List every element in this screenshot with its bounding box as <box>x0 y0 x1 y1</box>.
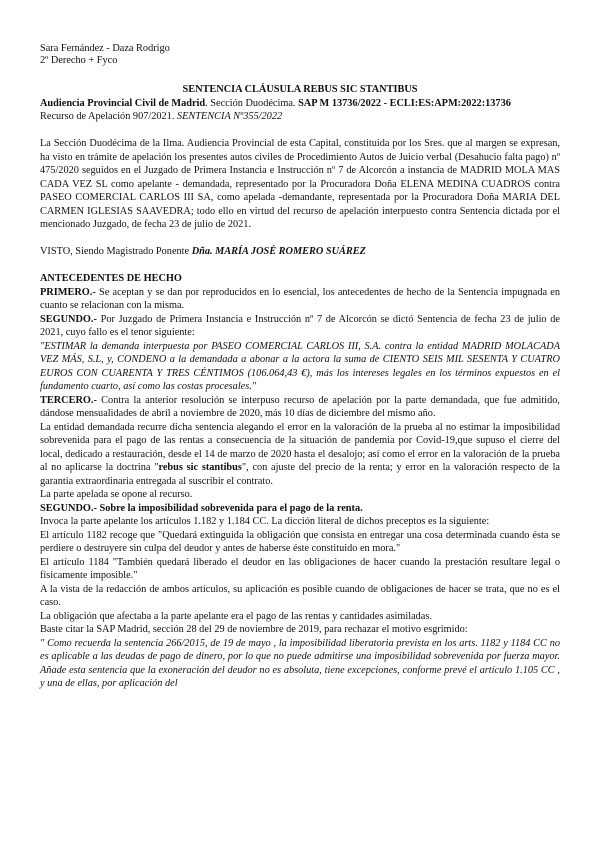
primero-label: PRIMERO.- <box>40 286 96 298</box>
ponente-line <box>40 245 560 259</box>
primero-text: Se aceptan y se dan por reproducidos en lo esencial, los antecedentes de hecho de la Sentencia impugnada en cuanto se relacionan con la misma. <box>40 286 560 311</box>
opone-paragraph: La parte apelada se opone al recurso. <box>40 489 193 500</box>
sentencia-number: SENTENCIA Nº355/2022 <box>176 111 283 122</box>
antecedentes-heading: ANTECEDENTES DE HECHO <box>40 273 182 284</box>
segundo-label: SEGUNDO.- <box>40 313 97 325</box>
intro-paragraph: La Sección Duodécima de la Ilma. Audiencia Provincial de esta Capital, constituida por los Sres. que al margen se expresan, ha visto en trámite de apelación los presentes autos civiles de Procedimiento Autos de Juicio verbal (Desahucio falta pago) nº 475/2020 seguidos en el Juzgado de Primera Instancia e Instrucción nº 7 de Alcorcón a instancia de MADRID MOLA MAS CADA VEZ SL como apelante - demandada, representado por la Procuradora Doña ELENA MEDINA CUADROS contra PASEO COMERCIAL CARLOS III SA, como apelada -demandante, representada por la Procuradora Doña MARIA DEL CARMEN IGLESIAS SAAVEDRA; todo ello en virtud del recurso de apelación interpuesto contra Sentencia dictada por el mencionado Juzgado, de fecha 23 de julio de 2021. <box>40 138 560 230</box>
document-title: SENTENCIA CLÁUSULA REBUS SIC STANTIBUS <box>182 84 418 95</box>
ponente-name: Dña. MARÍA JOSÉ ROMERO SUÁREZ <box>191 246 366 257</box>
entidad-before: La entidad demandada recurre dicha sentencia alegando el error en la valoración de la prueba al no estimar la imposibilidad sobrevenida para el pago de las rentas a consecuencia de la situación de pandemia por Covid-19,que supuso el cierre del local, dedicado a restauración, desde el 14 de marzo de 2020 hasta el desalojo; así como el error en la valoración de la prueba al no aplicarse la doctrina " <box>40 421 560 473</box>
section-text: . Sección Duodécima. <box>205 97 299 109</box>
art1182-paragraph: El artículo 1182 recoge que "Quedará extinguida la obligación que consista en entregar una cosa determinada cuando ésta se perdiere o destruyere sin culpa del deudor y antes de haberse éste constituido en mora." <box>40 529 560 554</box>
court-label: Audiencia Provincial Civil de Madrid <box>40 97 206 109</box>
obligacion-paragraph: La obligación que afectaba a la parte apelante era el pago de las rentas y cantidades asimiladas. <box>40 610 432 622</box>
segundo-paragraph <box>40 313 560 340</box>
tercero-text: Contra la anterior resolución se interpuso recurso de apelación por la parte demandada, que fue admitido, dándose mensualidades de abril a noviembre de 2020, más 10 días de diciembre del mismo año. <box>40 394 560 419</box>
course-label: 2º Derecho + Fyco <box>40 55 118 66</box>
segundo-text: Por Juzgado de Primera Instancia e Instrucción nº 7 de Alcorcón se dictó Sentencia de fecha 23 de julio de 2021, cuyo fallo es el tenor siguiente: <box>40 313 560 338</box>
segundo-heading: SEGUNDO.- Sobre la imposibilidad sobrevenida para el pago de la renta. <box>40 502 363 514</box>
fallo-quote: "ESTIMAR la demanda interpuesta por PASEO COMERCIAL CARLOS III, S.A. contra la entidad MADRID MOLACADA VEZ MÁS, S.L, y, CONDENO a la demandada a abonar a la actora la suma de CIENTO SEIS MIL SESENTA Y CUATRO EUROS CON CUARENTA Y TRES CÉNTIMOS (106.064,43 €), más los intereses legales en los términos expuestos en el fundamento cuarto, así como las costas procesales." <box>40 340 560 392</box>
author-name: Sara Fernández - Daza Rodrigo <box>40 43 170 54</box>
tercero-paragraph <box>40 394 560 421</box>
appeal-text: Recurso de Apelación 907/2021. <box>40 111 177 122</box>
doctrine-name: rebus sic stantibus <box>158 462 242 473</box>
document-body <box>40 43 560 691</box>
art1184-paragraph: El artículo 1184 "También quedará liberado el deudor en las obligaciones de hacer cuando la prestación resultare legal o físicamente imposible." <box>40 556 560 581</box>
visto-prefix: VISTO, Siendo Magistrado Ponente <box>40 246 192 257</box>
entidad-after: ", con ajuste del precio de la renta; y error en la valoración respecto de la garantía extraordinaria entregada al suscribir el contrato. <box>40 462 560 487</box>
final-quote: " Como recuerda la sentencia 266/2015, de 19 de mayo , la imposibilidad liberatoria prevista en los arts. 1182 y 1184 CC no es aplicable a las deudas de pago de dinero, por lo que no puede admitirse una imposibilidad sobrevenida por fuerza mayor. Añade esta sentencia que la exoneración del deudor no es absoluta, tiene excepciones, conforme prevé el artículo 1.105 CC , y una de ellas, por aplicación del <box>40 637 560 689</box>
court-reference <box>40 97 560 111</box>
baste-paragraph: Baste citar la SAP Madrid, sección 28 del 29 de noviembre de 2019, para rechazar el motivo esgrimido: <box>40 624 468 635</box>
appeal-reference <box>40 110 560 124</box>
vista-paragraph: A la vista de la redacción de ambos artículos, su aplicación es posible cuando de obligaciones de hacer se trata, que no es el caso. <box>40 583 560 608</box>
tercero-label: TERCERO.- <box>40 394 97 406</box>
sap-label: SAP M 13736/2022 - ECLI:ES:APM:2022:13736 <box>298 97 511 109</box>
invoca-paragraph: Invoca la parte apelante los artículos 1.182 y 1.184 CC. La dicción literal de dichos preceptos es la siguiente: <box>40 516 490 527</box>
primero-paragraph <box>40 286 560 313</box>
entidad-paragraph <box>40 421 560 489</box>
